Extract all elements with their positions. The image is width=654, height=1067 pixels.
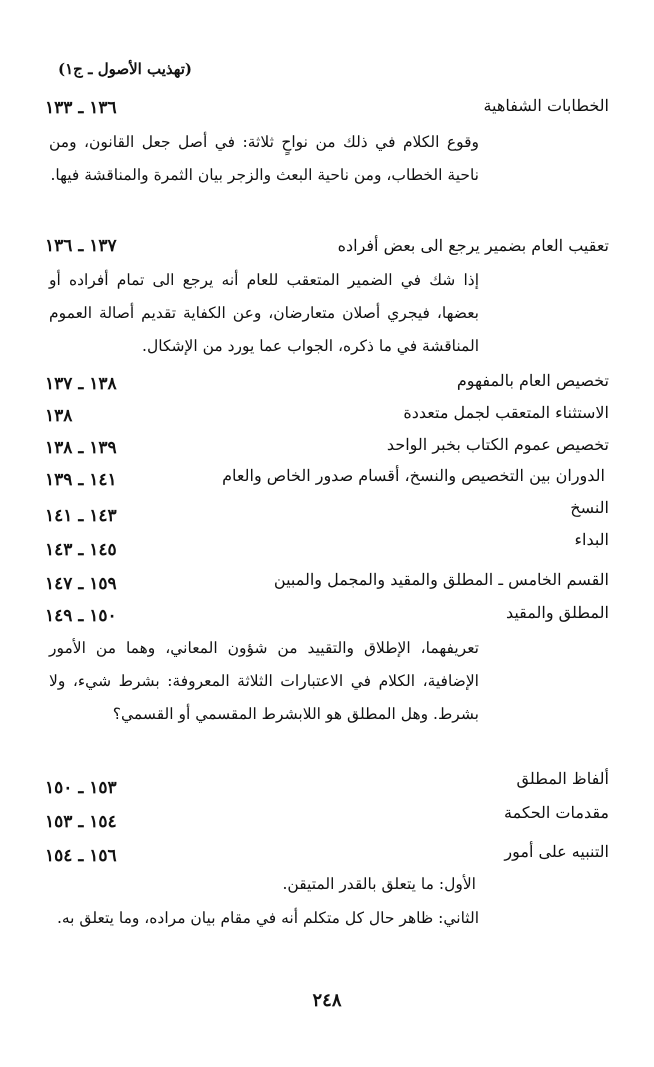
- entry-title: الخطابات الشفاهية: [483, 96, 609, 115]
- entry-title: ألفاظ المطلق: [516, 769, 609, 788]
- entry-title: النسخ: [570, 498, 609, 517]
- entry-pages: ١٣٩ ـ ١٣٨: [45, 438, 117, 458]
- entry-pages: ١٤٥ ـ ١٤٣: [45, 540, 117, 560]
- note-point: الثاني: ظاهر حال كل متكلم أنه في مقام بيان مراده، وما يتعلق به.: [56, 909, 479, 927]
- note-point: الأول: ما يتعلق بالقدر المتيقن.: [282, 875, 476, 893]
- entry-title: تخصيص العام بالمفهوم: [456, 371, 609, 390]
- entry-description: تعريفهما، الإطلاق والتقييد من شؤون المعاني، وهما من الأمور الإضافية، الكلام في الاعتبارات الثلاثة المعروفة: بشرط شيء، ولا بشرط. وهل المطلق هو اللابشرط المقسمي أو القسمي؟: [49, 639, 479, 723]
- entry-pages: ١٥٦ ـ ١٥٤: [45, 846, 117, 866]
- entry-pages: ١٣٦ ـ ١٣٣: [45, 98, 117, 118]
- entry-title: تخصيص عموم الكتاب بخبر الواحد: [386, 435, 609, 454]
- entry-pages: ١٤٣ ـ ١٤١: [45, 506, 117, 526]
- entry-title: القسم الخامس ـ المطلق والمقيد والمجمل والمبين: [273, 570, 609, 589]
- entry-description: إذا شك في الضمير المتعقب للعام أنه يرجع الى تمام أفراده أو بعضها، فيجري أصلان متعارضان، وعن الكفاية تقديم أصالة العموم المناقشة في ما ذكره، الجواب عما يورد من الإشكال.: [49, 271, 479, 355]
- entry-title: المطلق والمقيد: [505, 603, 609, 622]
- entry-title: الاستثناء المتعقب لجمل متعددة: [403, 403, 609, 422]
- entry-title: مقدمات الحكمة: [504, 803, 609, 822]
- entry-pages: ١٣٨ ـ ١٣٧: [45, 374, 117, 394]
- entry-title: التنبيه على أمور: [504, 842, 609, 861]
- entry-pages: ١٤١ ـ ١٣٩: [45, 470, 117, 490]
- entry-title: تعقيب العام بضمير يرجع الى بعض أفراده: [337, 236, 609, 255]
- entry-title: الدوران بين التخصيص والنسخ، أقسام صدور الخاص والعام: [222, 466, 605, 485]
- entry-pages: ١٥٤ ـ ١٥٣: [45, 812, 117, 832]
- entry-pages: ١٣٧ ـ ١٣٦: [45, 236, 117, 256]
- page-number: ٢٤٨: [312, 990, 342, 1011]
- entry-pages: ١٣٨: [45, 406, 73, 426]
- entry-pages: ١٥٠ ـ ١٤٩: [45, 606, 117, 626]
- entry-pages: ١٥٩ ـ ١٤٧: [45, 574, 117, 594]
- entry-title: البداء: [574, 530, 609, 549]
- page-header: (تهذيب الأصول ـ ج١): [58, 60, 192, 78]
- entry-description: وقوع الكلام في ذلك من نواحٍ ثلاثة: في أصل جعل القانون، ومن ناحية الخطاب، ومن ناحية البعث والزجر بيان الثمرة والمناقشة فيها.: [49, 133, 479, 184]
- entry-pages: ١٥٣ ـ ١٥٠: [45, 778, 117, 798]
